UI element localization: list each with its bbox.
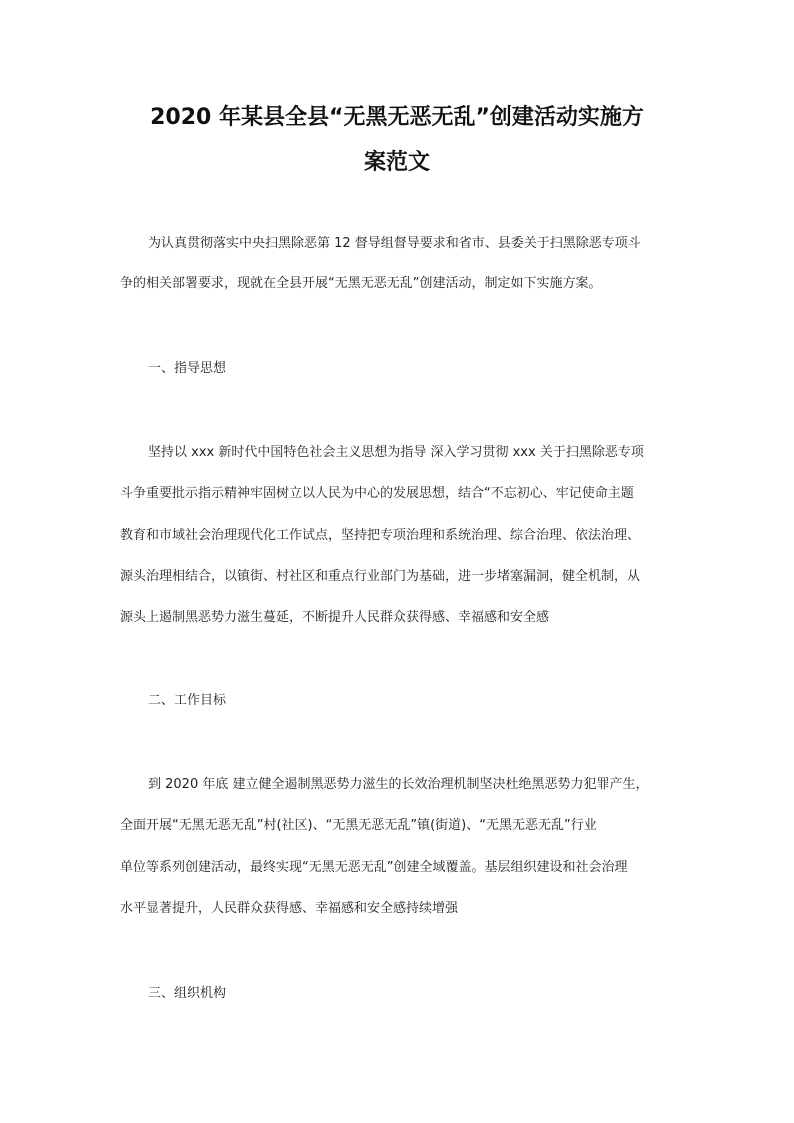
section-1-line-4: 源头治理相结合，以镇街、村社区和重点行业部门为基础，进一步堵塞漏洞，健全机制，从 bbox=[120, 569, 641, 584]
intro-line-2: 争的相关部署要求，现就在全县开展“无黑无恶无乱”创建活动，制定如下实施方案。 bbox=[120, 276, 602, 291]
section-2-line-2: 全面开展“无黑无恶无乱”村(社区)、“无黑无恶无乱”镇(街道)、“无黑无恶无乱”行业 bbox=[120, 818, 597, 833]
section-1-heading: 一、指导思想 bbox=[148, 361, 227, 376]
document-title-line-1: 2020 年某县全县“无黑无恶无乱”创建活动实施方 bbox=[150, 105, 644, 130]
section-1-line-3: 教育和市域社会治理现代化工作试点，坚持把专项治理和系统治理、综合治理、依法治理、 bbox=[120, 528, 641, 543]
section-2-heading: 二、工作目标 bbox=[148, 693, 227, 708]
section-2-line-3: 单位等系列创建活动，最终实现“无黑无恶无乱”创建全域覆盖。基层组织建设和社会治理 bbox=[120, 860, 628, 875]
section-1-line-2: 斗争重要批示指示精神牢固树立以人民为中心的发展思想，结合“不忘初心、牢记使命主题 bbox=[120, 486, 634, 501]
section-3-heading: 三、组织机构 bbox=[148, 986, 227, 1001]
document-title-line-2: 案范文 bbox=[363, 150, 430, 175]
intro-line-1: 为认真贯彻落实中央扫黑除恶第 12 督导组督导要求和省市、县委关于扫黑除恶专项斗 bbox=[148, 236, 641, 251]
section-2-line-4: 水平显著提升，人民群众获得感、幸福感和安全感持续增强 bbox=[120, 901, 459, 916]
section-1-line-5: 源头上遏制黑恶势力滋生蔓延，不断提升人民群众获得感、幸福感和安全感 bbox=[120, 610, 550, 625]
section-2-line-1: 到 2020 年底 建立健全遏制黑恶势力滋生的长效治理机制坚决杜绝黑恶势力犯罪产生， bbox=[148, 777, 649, 792]
section-1-line-1: 坚持以 xxx 新时代中国特色社会主义思想为指导 深入学习贯彻 xxx 关于扫黑除恶专项 bbox=[148, 445, 644, 460]
